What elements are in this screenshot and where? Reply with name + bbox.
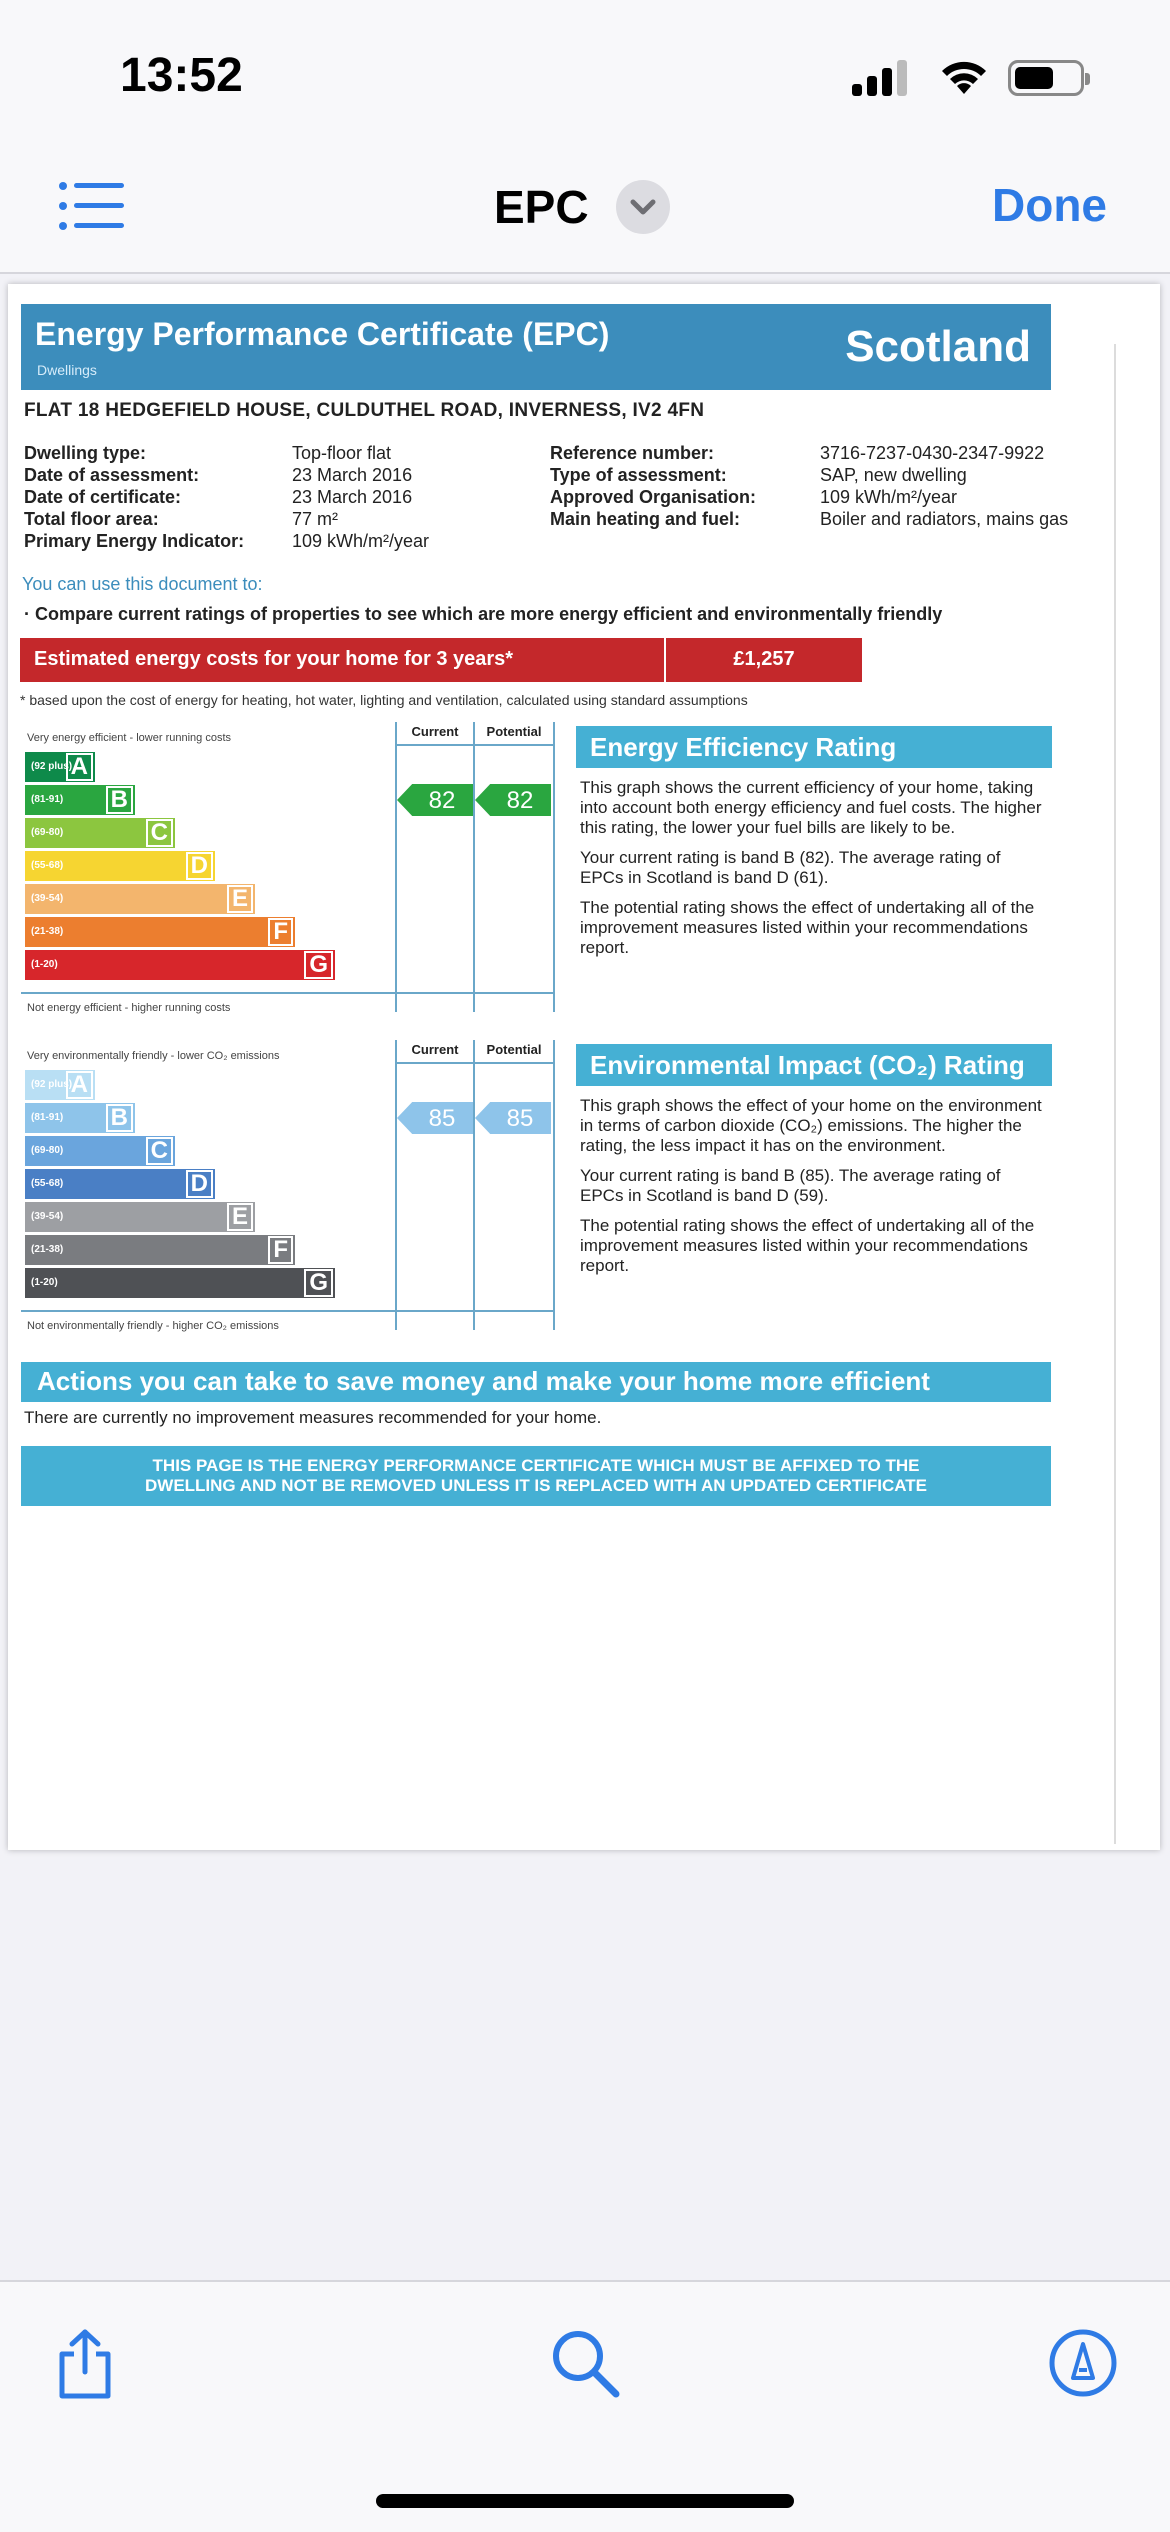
current-rating-arrow (397, 784, 473, 816)
actions-title: Actions you can take to save money and make your home more efficient (37, 1366, 930, 1396)
column-potential-header: Potential (486, 724, 542, 739)
current-rating-value: 82 (428, 787, 456, 814)
share-icon[interactable] (48, 2326, 122, 2400)
band-letter: C (146, 819, 173, 847)
rating-band-f (25, 1235, 295, 1265)
rating-band-f (25, 917, 295, 947)
band-range: (55-68) (31, 860, 64, 871)
rating-band-e (25, 1202, 255, 1232)
energy-efficiency-chart (21, 722, 555, 1012)
rating-band-e (25, 884, 255, 914)
detail-value: Top-floor flat (292, 443, 392, 463)
detail-label: Total floor area: (24, 509, 159, 529)
band-letter: B (106, 1104, 133, 1132)
detail-value: Boiler and radiators, mains gas (820, 509, 1069, 529)
band-letter: E (227, 1203, 253, 1231)
current-rating-value: 85 (428, 1105, 456, 1132)
band-range: (39-54) (31, 1211, 64, 1222)
energy-cost-value: £1,257 (733, 648, 795, 670)
detail-value: 23 March 2016 (292, 465, 413, 485)
environmental-impact-chart (21, 1040, 555, 1330)
band-letter: F (268, 1236, 293, 1264)
env-panel-text (580, 1096, 1046, 1286)
chart-bottom-note: Not energy efficient - higher running costs (27, 1002, 231, 1014)
env-panel-p2: Your current rating is band B (85). The average rating of EPCs in Scotland is band D (59). (580, 1166, 1001, 1205)
env-panel-title: Environmental Impact (CO₂) Rating (576, 1044, 1052, 1086)
rating-band-a (25, 752, 95, 782)
chart-top-note: Very environmentally friendly - lower CO₂ emissions (27, 1050, 280, 1062)
rating-band-a (25, 1070, 95, 1100)
band-range: (1-20) (31, 959, 58, 970)
energy-cost-bar (20, 638, 862, 682)
band-range: (92 plus) (31, 761, 73, 772)
band-range: (92 plus) (31, 1079, 73, 1090)
cellular-signal-icon (852, 60, 912, 96)
band-range: (69-80) (31, 827, 64, 838)
details-right-labels (550, 442, 756, 530)
chart-top-note: Very energy efficient - lower running costs (27, 732, 232, 744)
rating-band-c (25, 1136, 175, 1166)
page-edge (1114, 344, 1116, 1844)
certificate-notice (21, 1446, 1051, 1506)
notice-line-2: DWELLING AND NOT BE REMOVED UNLESS IT IS REPLACED WITH AN UPDATED CERTIFICATE (145, 1476, 927, 1495)
env-panel-p1: This graph shows the effect of your home on the environment in terms of carbon dioxide (CO₂) emissions. The higher the rating, the less impact it has on the environment. (580, 1096, 1042, 1155)
energy-cost-note: * based upon the cost of energy for heating, hot water, lighting and ventilation, calculated using standard assumptions (20, 692, 748, 708)
energy-panel-text (580, 778, 1046, 968)
potential-rating-value: 85 (506, 1105, 534, 1132)
home-indicator[interactable] (376, 2494, 794, 2508)
potential-rating-arrow (475, 1102, 551, 1134)
detail-label: Main heating and fuel: (550, 509, 741, 529)
list-icon[interactable] (58, 180, 124, 232)
document-page[interactable] (8, 284, 1160, 1850)
done-button[interactable]: Done (992, 179, 1107, 231)
band-letter: G (304, 1269, 333, 1297)
epc-subtitle: Dwellings (37, 362, 97, 378)
use-title: You can use this document to: (22, 574, 263, 594)
detail-value: SAP, new dwelling (820, 465, 967, 485)
rating-band-b (25, 785, 135, 815)
details-left-values (292, 442, 429, 552)
navigation-bar (0, 140, 1170, 274)
rating-band-d (25, 1169, 215, 1199)
band-range: (21-38) (31, 1244, 64, 1255)
property-address: FLAT 18 HEDGEFIELD HOUSE, CULDUTHEL ROAD, INVERNESS, IV2 4FN (24, 400, 705, 421)
band-range: (81-91) (31, 1112, 64, 1123)
epc-header (21, 304, 1051, 390)
chevron-down-icon (616, 180, 670, 234)
detail-label: Approved Organisation: (550, 487, 757, 507)
search-icon[interactable] (548, 2326, 622, 2400)
detail-value: 77 m² (292, 509, 339, 529)
detail-value: 23 March 2016 (292, 487, 413, 507)
current-rating-arrow (397, 1102, 473, 1134)
band-letter: A (66, 1071, 93, 1099)
potential-rating-arrow (475, 784, 551, 816)
rating-band-d (25, 851, 215, 881)
details-right-values (820, 442, 1110, 530)
band-letter: B (106, 786, 133, 814)
rating-band-g (25, 950, 335, 980)
epc-country: Scotland (845, 322, 1031, 371)
energy-cost-label: Estimated energy costs for your home for 3 years* (34, 648, 514, 670)
potential-rating-value: 82 (506, 787, 534, 814)
wifi-icon (938, 54, 990, 96)
status-bar (0, 0, 1170, 140)
band-range: (39-54) (31, 893, 64, 904)
detail-label: Type of assessment: (550, 465, 727, 485)
document-title[interactable]: EPC (494, 181, 589, 233)
bottom-toolbar (0, 2280, 1170, 2532)
band-letter: D (186, 1170, 213, 1198)
chart-bottom-note: Not environmentally friendly - higher CO₂ emissions (27, 1320, 279, 1332)
markup-icon[interactable] (1046, 2326, 1120, 2400)
band-letter: C (146, 1137, 173, 1165)
band-letter: F (268, 918, 293, 946)
actions-note: There are currently no improvement measures recommended for your home. (24, 1408, 602, 1427)
detail-value: 3716-7237-0430-2347-9922 (820, 443, 1045, 463)
band-letter: G (304, 951, 333, 979)
details-left-labels (24, 442, 244, 552)
energy-panel-p3: The potential rating shows the effect of undertaking all of the improvement measures listed within your recommendations report. (580, 898, 1035, 957)
band-range: (1-20) (31, 1277, 58, 1288)
energy-panel-p2: Your current rating is band B (82). The average rating of EPCs in Scotland is band D (61). (580, 848, 1001, 887)
band-range: (55-68) (31, 1178, 64, 1189)
energy-panel-title: Energy Efficiency Rating (576, 726, 1052, 768)
energy-panel-p1: This graph shows the current efficiency of your home, taking into account both energy efficiency and fuel costs. The higher this rating, the lower your fuel bills are likely to be. (580, 778, 1042, 837)
band-range: (69-80) (31, 1145, 64, 1156)
env-panel-p3: The potential rating shows the effect of undertaking all of the improvement measures listed within your recommendations report. (580, 1216, 1035, 1275)
epc-title: Energy Performance Certificate (EPC) (35, 316, 610, 352)
notice-line-1: THIS PAGE IS THE ENERGY PERFORMANCE CERTIFICATE WHICH MUST BE AFFIXED TO THE (152, 1456, 920, 1475)
detail-label: Dwelling type: (24, 443, 147, 463)
band-range: (21-38) (31, 926, 64, 937)
rating-band-b (25, 1103, 135, 1133)
detail-value: 109 kWh/m²/year (292, 531, 430, 551)
rating-band-c (25, 818, 175, 848)
detail-label: Reference number: (550, 443, 715, 463)
detail-value: 109 kWh/m²/year (820, 487, 958, 507)
battery-icon (1008, 60, 1084, 96)
column-potential-header: Potential (486, 1042, 542, 1057)
band-letter: A (66, 753, 93, 781)
title-menu-button[interactable] (616, 180, 670, 234)
band-letter: E (227, 885, 253, 913)
band-letter: D (186, 852, 213, 880)
band-range: (81-91) (31, 794, 64, 805)
column-current-header: Current (411, 724, 459, 739)
status-time: 13:52 (120, 49, 243, 102)
rating-band-g (25, 1268, 335, 1298)
column-current-header: Current (411, 1042, 459, 1057)
actions-bar (21, 1362, 1051, 1402)
detail-label: Primary Energy Indicator: (24, 531, 245, 551)
compare-text: · Compare current ratings of properties to see which are more energy efficient and environmentally friendly (24, 604, 943, 624)
detail-label: Date of certificate: (24, 487, 182, 507)
detail-label: Date of assessment: (24, 465, 200, 485)
